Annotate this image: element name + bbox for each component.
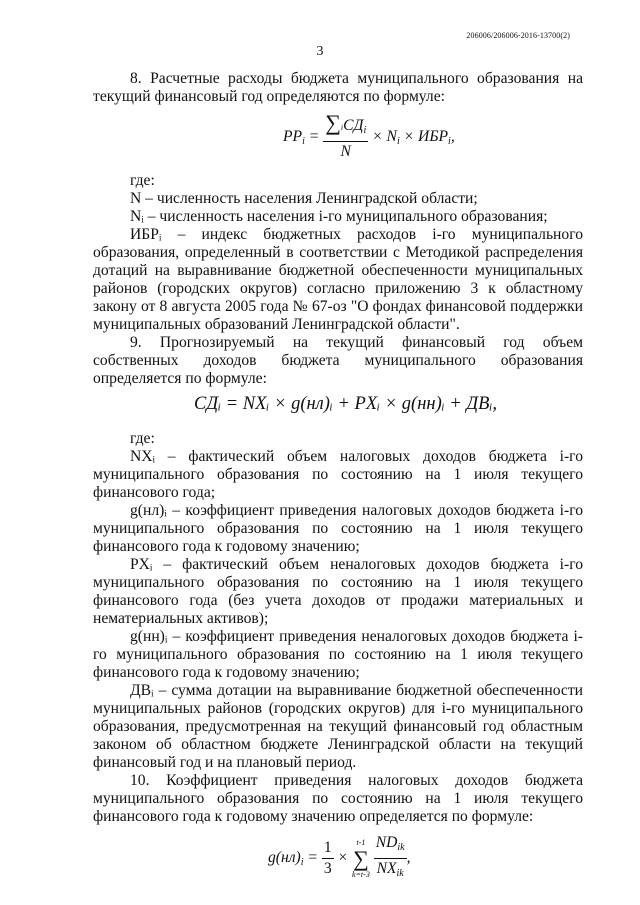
formula-rp-ni-sub: i: [396, 136, 400, 148]
formula-g-coef: [322, 839, 334, 878]
section-8-intro: 8. Расчетные расходы бюджета муниципального образования на текущий финансовый год определяются по формуле:: [93, 70, 583, 105]
formula-g-lhs: g(нл): [268, 849, 301, 867]
sum-upper-limit: t-1: [356, 837, 366, 847]
document-body: [93, 70, 583, 884]
def-n: N – численность населения Ленинградской области;: [130, 190, 478, 207]
formula-g-eq: =: [307, 849, 318, 867]
frac-denominator: NX: [376, 860, 397, 877]
frac-numerator-sub: ik: [397, 842, 405, 853]
section-8-where: где:: [130, 172, 155, 189]
formula-rp-ni: × N: [372, 128, 397, 146]
section-10-intro: 10. Коэффициент приведения налоговых доходов бюджета муниципального образования по состоянию на 1 июля текущего финансового года к годовому значению определяется по формуле:: [93, 772, 583, 825]
coef-denominator: 3: [323, 860, 332, 877]
sum-lower-limit: k=t-3: [351, 869, 370, 879]
formula-rp-eq: =: [308, 128, 320, 146]
section-9-where: где:: [130, 430, 155, 447]
formula-rp-comma: ,: [450, 128, 455, 146]
numerator-term-sub: i: [363, 125, 367, 136]
def-dv: ДВᵢ – сумма дотации на выравнивание бюджетной обеспеченности муниципальных районов (городских округов) для i-го муниципального образования, предусмотренная на текущий финансовый год областным законом об областном бюджете Ленинградской области на текущий финансовый год и на плановый период.: [93, 682, 583, 771]
formula-sd: [93, 388, 583, 424]
formula-rp-numerator: [323, 110, 368, 142]
sigma-sub: i: [340, 123, 344, 132]
formula-g-fraction: [374, 834, 407, 883]
formula-rp-lhs: РР: [283, 128, 303, 146]
frac-numerator: ND: [375, 834, 398, 851]
formula-g-comma: ,: [406, 849, 411, 867]
formula-rp-lhs-sub: i: [302, 136, 305, 148]
def-px: PXᵢ – фактический объем неналоговых доходов бюджета i-го муниципального образования по состоянию на 1 июля текущего финансового года (без учета доходов от продажи материальных и нематериальных активов);: [93, 556, 583, 627]
formula-rp: [93, 106, 583, 166]
document-id: 206006/206006-2016-13700(2): [466, 31, 570, 40]
frac-denominator-sub: ik: [396, 868, 404, 879]
formula-rp-fraction: [323, 110, 368, 161]
def-ibr: ИБРᵢ – индекс бюджетных расходов i-го муниципального образования, определенный в соответствии с Методикой распределения дотаций на выравнивание бюджетной обеспеченности муниципальных районов (городских округов) согласно приложению 3 к областному закону от 8 августа 2005 года № 67-оз "О фондах финансовой поддержки муниципальных образований Ленинградской области".: [93, 226, 583, 333]
formula-g-times: ×: [337, 849, 349, 867]
formula-sd-text: СДᵢ = NXᵢ × g(нл)ᵢ + PXᵢ × g(нн)ᵢ + ДВᵢ,: [194, 394, 498, 414]
section-9-intro: 9. Прогнозируемый на текущий финансовый год объем собственных доходов бюджета муниципального образования определяется по формуле:: [93, 334, 583, 387]
formula-rp-ibr-sub: i: [448, 136, 451, 148]
formula-g-nl: [93, 826, 583, 884]
def-ni: Nᵢ – численность населения i-го муниципального образования;: [130, 208, 548, 225]
sigma-symbol: ∑: [325, 110, 341, 135]
page-number: 3: [316, 44, 324, 59]
sum-sigma: ∑: [353, 845, 369, 871]
def-g-nn: g(нн)ᵢ – коэффициент приведения неналоговых доходов бюджета i-го муниципального образования по состоянию на 1 июля текущего финансового года к годовому значению;: [93, 628, 583, 681]
coef-numerator: 1: [322, 839, 334, 859]
def-nx: NXᵢ – фактический объем налоговых доходов бюджета i-го муниципального образования по состоянию на 1 июля текущего финансового года;: [93, 448, 583, 501]
formula-g-lhs-sub: i: [300, 857, 304, 869]
numerator-term: СД: [343, 117, 364, 134]
formula-rp-ibr: × ИБР: [403, 128, 449, 146]
formula-rp-denominator: N: [340, 143, 351, 160]
def-g-nl: g(нл)ᵢ – коэффициент приведения налоговых доходов бюджета i-го муниципального образования по состоянию на 1 июля текущего финансового года к годовому значению;: [93, 502, 583, 555]
summation-block: [352, 838, 370, 880]
